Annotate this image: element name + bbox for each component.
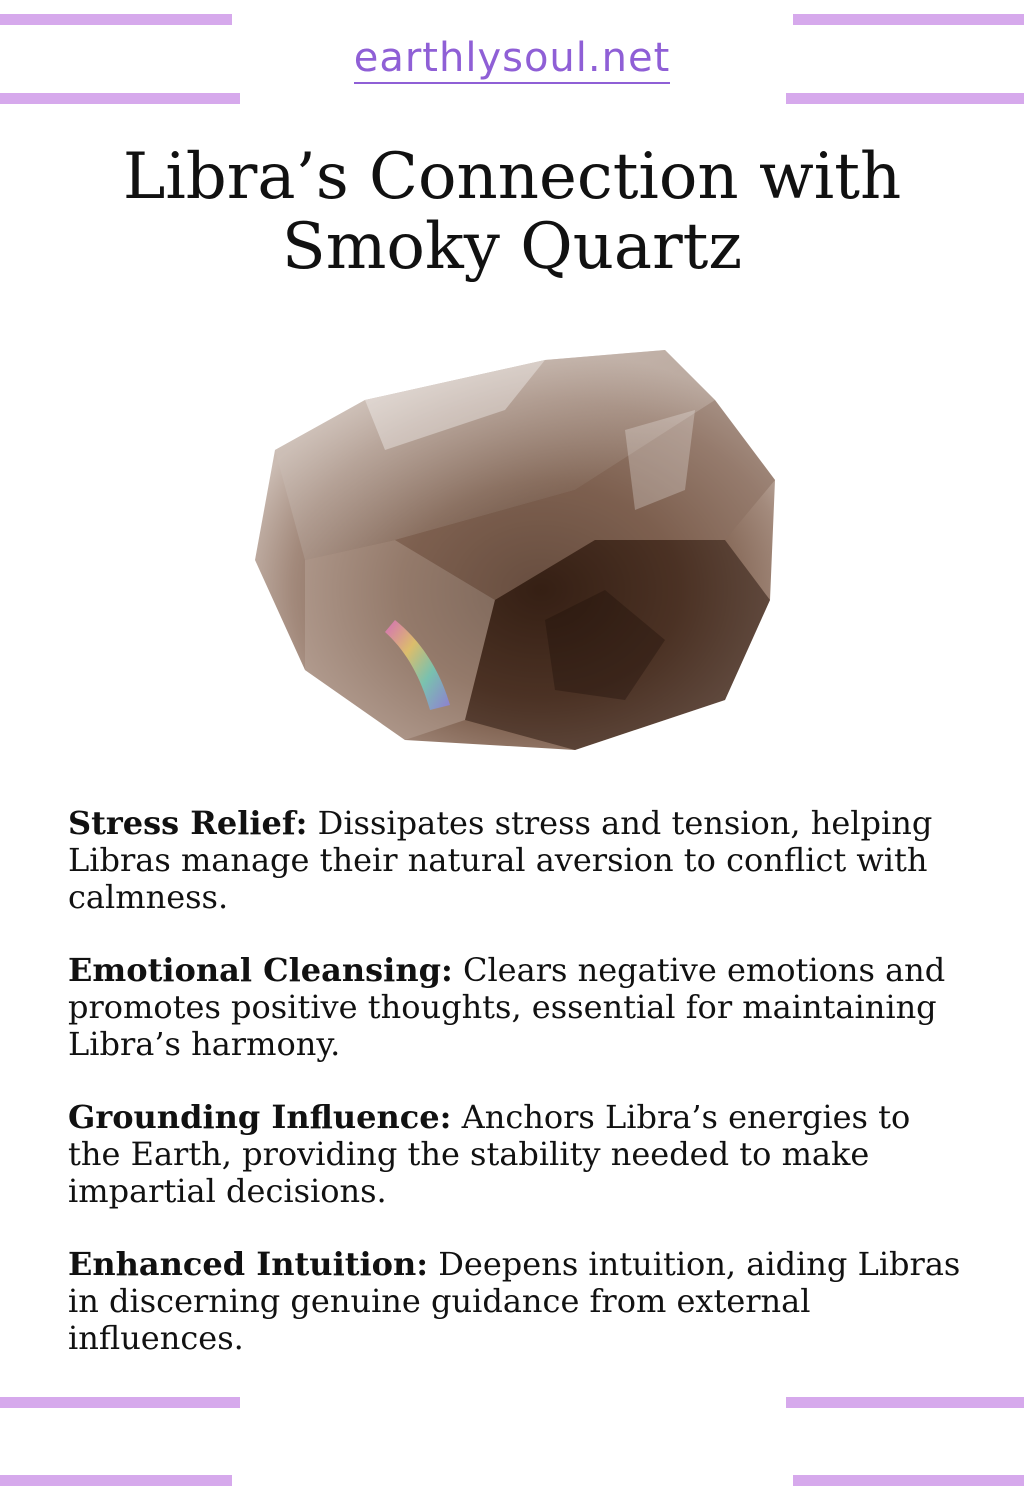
bottom-left-bar-1 [0, 1397, 240, 1408]
bottom-right-bar-2 [793, 1475, 1024, 1486]
site-logo[interactable] [0, 36, 1024, 84]
item-text: Clears negative emotions and promotes positive thoughts, essential for maintaining Libra’s harmony. [68, 951, 946, 1063]
smoky-quartz-icon [245, 340, 780, 755]
logo-text: earthlysoul.net [354, 36, 671, 84]
top-right-bar-1 [793, 14, 1024, 25]
list-item [68, 1246, 968, 1357]
item-heading: Emotional Cleansing: [68, 951, 453, 989]
top-left-bar-2 [0, 93, 240, 104]
bottom-right-bar-1 [786, 1397, 1024, 1408]
title-line-1: Libra’s Connection with [122, 140, 902, 214]
top-left-bar-1 [0, 14, 232, 25]
page-title [40, 142, 984, 282]
top-right-bar-2 [786, 93, 1024, 104]
item-heading: Grounding Influence: [68, 1098, 452, 1136]
title-line-2: Smoky Quartz [281, 210, 743, 284]
bottom-left-bar-2 [0, 1475, 232, 1486]
properties-list [68, 805, 968, 1393]
list-item [68, 805, 968, 916]
item-heading: Enhanced Intuition: [68, 1245, 429, 1283]
list-item [68, 1099, 968, 1210]
list-item [68, 952, 968, 1063]
item-text: Dissipates stress and tension, helping Libras manage their natural aversion to conflict with calmness. [68, 804, 933, 916]
item-text: Deepens intuition, aiding Libras in discerning genuine guidance from external influences. [68, 1245, 961, 1357]
item-heading: Stress Relief: [68, 804, 308, 842]
item-text: Anchors Libra’s energies to the Earth, providing the stability needed to make impartial decisions. [68, 1098, 911, 1210]
